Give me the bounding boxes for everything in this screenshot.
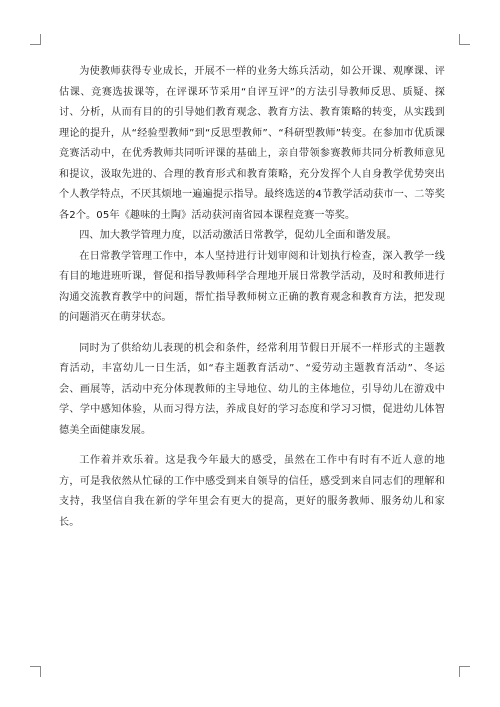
crop-mark-bottom-right [459, 666, 470, 677]
paragraph-professional-growth: 为使教师获得专业成长，开展不一样的业务大练兵活动，如公开课、观摩课、评估课、竞赛选拔课等，在评课环节采用“自评互评”的方法引导教师反思、质疑、探讨、分析，从而有目的的引导她们教育观念、教育方法、教育策略的转变，从实践到理论的提升，从“经验型教师”到“反思型教师”、“科研型教师”转变。在参加市优质课竞赛活动中，在优秀教师共同听评课的基础上，亲自带领参赛教师共同分析教师意见和提议，汲取先进的、合理的教育形式和教育策略，充分发挥个人自身教学优势突出个人教学特点，不厌其烦地一遍遍提示指导。最终选送的4节教学活动获市一、二等奖各2个。05年《趣味的土陶》活动获河南省园本课程竞赛一等奖。 [59, 66, 445, 221]
paragraph-section-four-heading: 四、加大教学管理力度，以活动激活日常教学，促幼儿全面和谐发展。 [79, 230, 397, 241]
document-body [59, 62, 445, 533]
crop-mark-bottom-left [30, 666, 41, 677]
paragraph-closing-reflection: 工作着并欢乐着。这是我今年最大的感受，虽然在工作中有时有不近人意的地方，可是我依然从忙碌的工作中感受到来自领导的信任，感受到来自同志们的理解和支持，我坚信自我在新的学年里会有更大的提高，更好的服务教师、服务幼儿和家长。 [59, 455, 445, 528]
paragraph-themed-activities: 同时为了供给幼儿表现的机会和条件，经常利用节假日开展不一样形式的主题教育活动，丰富幼儿一日生活，如“春主题教育活动”、“爱劳动主题教育活动”、冬运会、画展等，活动中充分体现教师的主导地位、幼儿的主体地位，引导幼儿在游戏中学、学中感知体验，从而习得方法，养成良好的学习态度和学习习惯，促进幼儿体智德美全面健康发展。 [59, 342, 445, 436]
crop-mark-top-right [459, 34, 470, 45]
crop-mark-top-left [30, 34, 41, 45]
paragraph-daily-teaching-management: 在日常教学管理工作中，本人坚持进行计划审阅和计划执行检查，深入教学一线有目的地进班听课，督促和指导教师科学合理地开展日常教学活动，及时和教师进行沟通交流教育教学中的问题，帮忙指导教师树立正确的教育观念和教育方法，把发现的问题消灭在萌芽状态。 [59, 250, 445, 323]
